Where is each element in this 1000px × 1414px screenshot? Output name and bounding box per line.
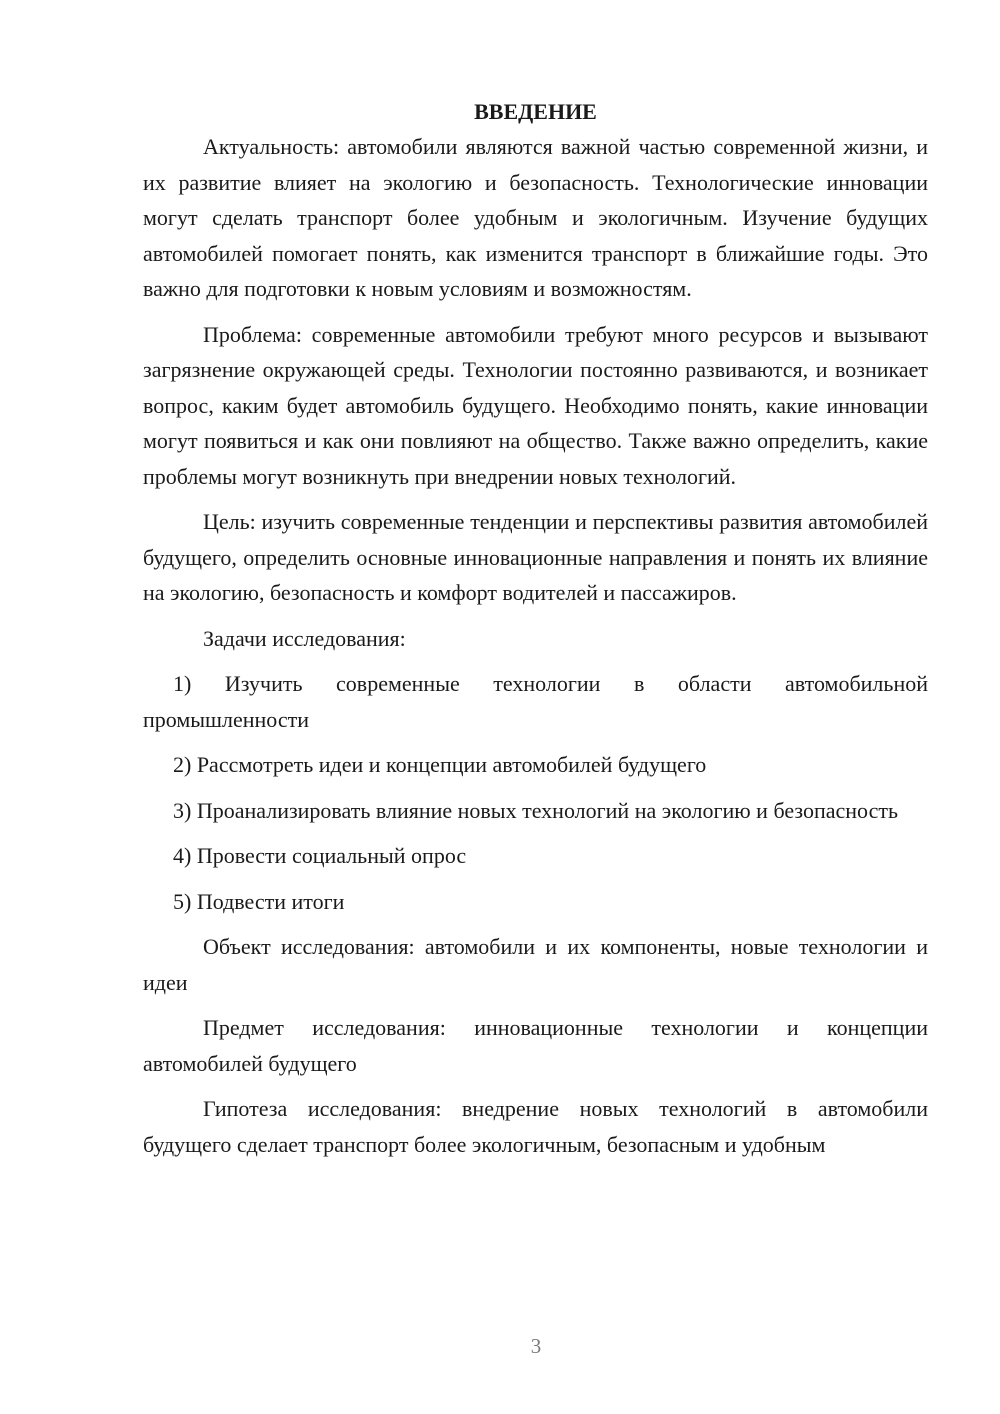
page-content: [143, 94, 928, 1172]
page-title: ВВЕДЕНИЕ: [474, 99, 597, 124]
paragraph-object: Объект исследования: автомобили и их компоненты, новые технологии и идеи: [143, 934, 928, 995]
task-item-2: 2) Рассмотреть идеи и концепции автомобилей будущего: [173, 752, 707, 777]
task-item-1: 1) Изучить современные технологии в области автомобильной промышленности: [143, 671, 928, 732]
paragraph-tasks-heading: Задачи исследования:: [203, 625, 406, 651]
paragraph-subject: Предмет исследования: инновационные технологии и концепции автомобилей будущего: [143, 1015, 928, 1076]
task-item-3: 3) Проанализировать влияние новых технологий на экологию и безопасность: [173, 797, 898, 823]
paragraph-problem: Проблема: современные автомобили требуют много ресурсов и вызывают загрязнение окружающей среды. Технологии постоянно развиваются, и возникает вопрос, каким будет автомобиль будущего. Необходимо понять, какие инновации могут появиться и как они повлияют на общество. Также важно определить, какие проблемы могут возникнуть при внедрении новых технологий.: [143, 321, 928, 489]
paragraph-goal: Цель: изучить современные тенденции и перспективы развития автомобилей будущего, определить основные инновационные направления и понять их влияние на экологию, безопасность и комфорт водителей и пассажиров.: [143, 509, 928, 605]
task-item-4: 4) Провести социальный опрос: [173, 843, 467, 868]
paragraph-hypothesis: Гипотеза исследования: внедрение новых технологий в автомобили будущего сделает транспорт более экологичным, безопасным и удобным: [143, 1096, 928, 1157]
paragraph-relevance: Актуальность: автомобили являются важной частью современной жизни, и их развитие влияет на экологию и безопасность. Технологические инновации могут сделать транспорт более удобным и экологичным. Изучение будущих автомобилей помогает понять, как изменится транспорт в ближайшие годы. Это важно для подготовки к новым условиям и возможностям.: [143, 134, 928, 301]
task-item-5: 5) Подвести итоги: [173, 888, 345, 914]
page-number: 3: [530, 1334, 542, 1358]
tasks-list: [143, 666, 928, 919]
